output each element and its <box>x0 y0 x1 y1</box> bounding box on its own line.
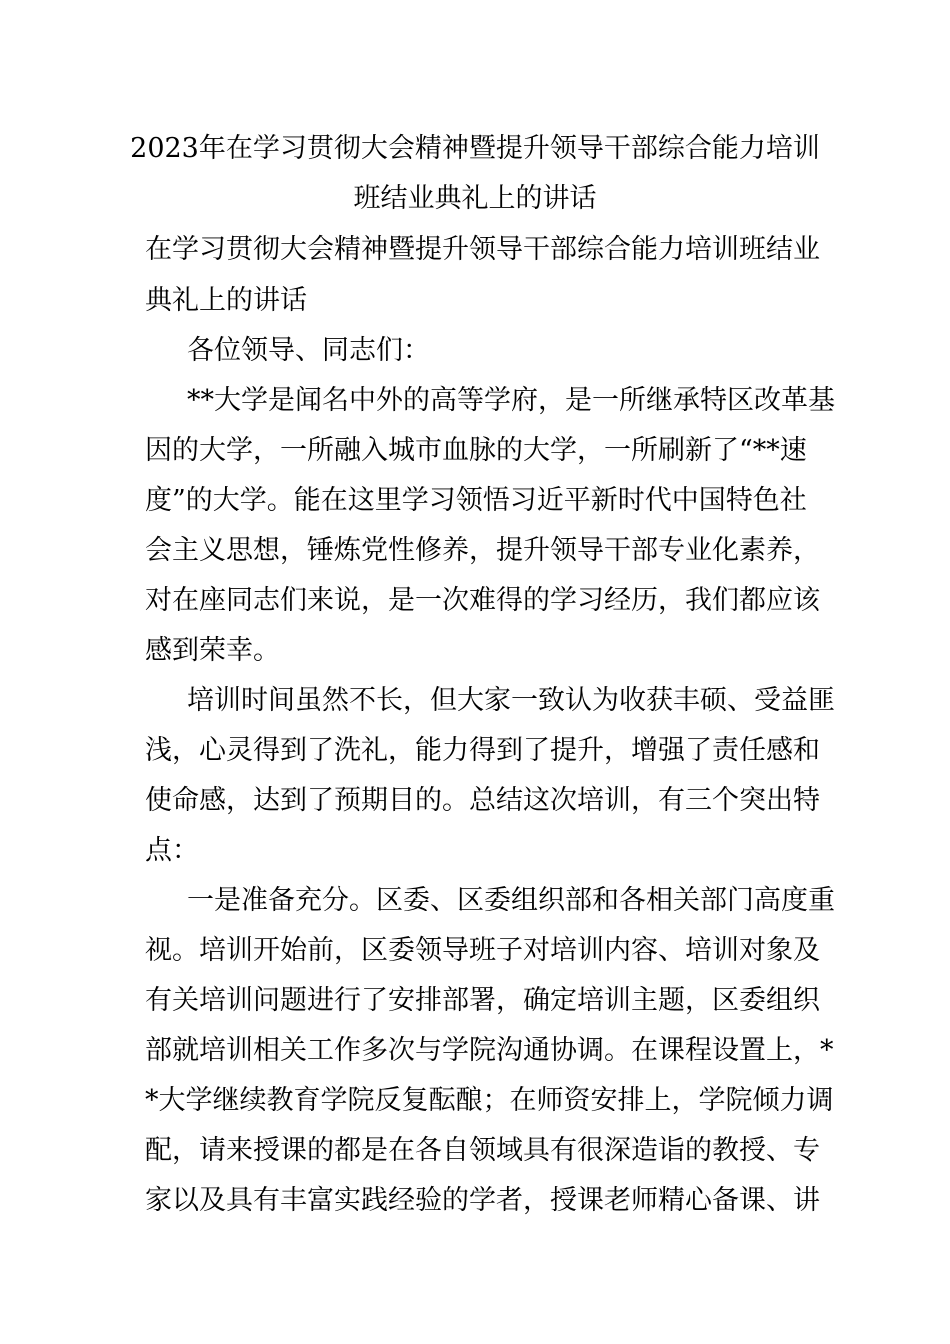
paragraph-line: 部就培训相关工作多次与学院沟通协调。在课程设置上，* <box>145 1035 834 1066</box>
paragraph-line: 一是准备充分。区委、区委组织部和各相关部门高度重 <box>187 885 835 916</box>
paragraph-line: 视。培训开始前，区委领导班子对培训内容、培训对象及 <box>145 935 820 966</box>
document-title-line-1: 2023年在学习贯彻大会精神暨提升领导干部综合能力培训 <box>130 133 820 164</box>
paragraph-line: 度”的大学。能在这里学习领悟习近平新时代中国特色社 <box>145 485 807 516</box>
paragraph-line: *大学继续教育学院反复酝酿；在师资安排上，学院倾力调 <box>145 1085 834 1116</box>
paragraph-line: 浅，心灵得到了洗礼，能力得到了提升，增强了责任感和 <box>145 735 820 766</box>
paragraph-line: **大学是闻名中外的高等学府，是一所继承特区改革基 <box>187 385 835 416</box>
subtitle-line-2: 典礼上的讲话 <box>145 285 307 316</box>
paragraph-line: 点： <box>145 835 199 866</box>
paragraph-line: 对在座同志们来说，是一次难得的学习经历，我们都应该 <box>145 585 820 616</box>
paragraph-line: 因的大学，一所融入城市血脉的大学，一所刷新了“**速 <box>145 435 807 466</box>
paragraph-line: 家以及具有丰富实践经验的学者，授课老师精心备课、讲 <box>145 1185 820 1216</box>
paragraph-line: 配，请来授课的都是在各自领域具有很深造诣的教授、专 <box>145 1135 820 1166</box>
paragraph-line: 使命感，达到了预期目的。总结这次培训，有三个突出特 <box>145 785 820 816</box>
paragraph-line: 会主义思想，锤炼党性修养，提升领导干部专业化素养， <box>145 535 820 566</box>
document-title-line-2: 班结业典礼上的讲话 <box>353 183 597 214</box>
paragraph-line: 培训时间虽然不长，但大家一致认为收获丰硕、受益匪 <box>187 685 835 716</box>
paragraph-line: 有关培训问题进行了安排部署，确定培训主题，区委组织 <box>145 985 820 1016</box>
subtitle-line-1: 在学习贯彻大会精神暨提升领导干部综合能力培训班结业 <box>145 234 820 265</box>
salutation: 各位领导、同志们： <box>187 335 430 366</box>
paragraph-line: 感到荣幸。 <box>145 635 280 666</box>
